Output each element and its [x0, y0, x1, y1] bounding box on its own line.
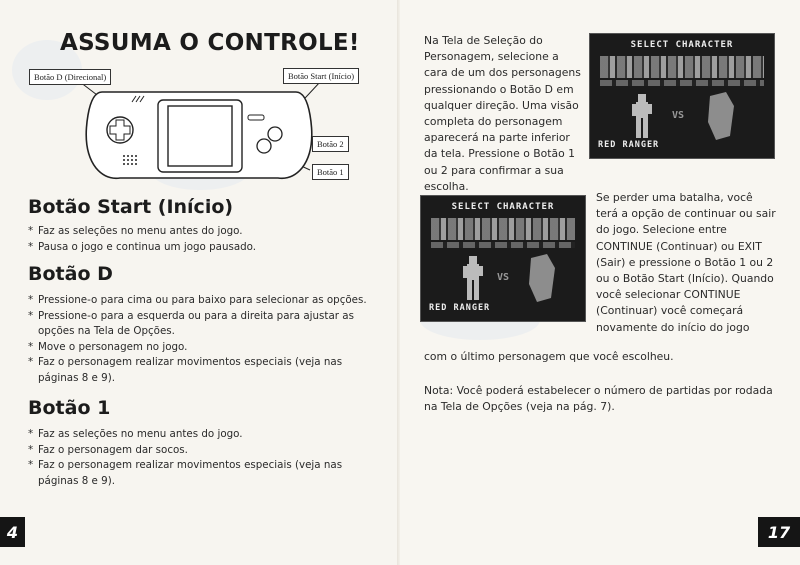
dpad-button-list [28, 293, 368, 386]
screenshot-header: SELECT CHARACTER [630, 40, 734, 50]
list-item: * Faz as seleções no menu antes do jogo. [28, 224, 368, 240]
start-button-list [28, 224, 368, 255]
callout-button-2: Botão 2 [312, 136, 349, 152]
list-item: * Pausa o jogo e continua um jogo pausado. [28, 240, 368, 256]
button-2-icon [268, 127, 282, 141]
character-faces-row [600, 80, 764, 86]
callout-start: Botão Start (Início) [283, 68, 359, 84]
character-faces-row [431, 242, 575, 248]
page-number-left: 4 [0, 517, 25, 547]
note-text: Nota: Você poderá estabelecer o número de partidas por rodada na Tela de Opções (veja na pág. 7). [424, 384, 773, 414]
right-page [400, 0, 800, 565]
page-number-right: 17 [758, 517, 800, 547]
page-title: ASSUMA O CONTROLE! [60, 30, 360, 56]
vs-label: VS [672, 110, 685, 121]
enemy-sprite-icon [700, 92, 740, 142]
vs-label: VS [497, 272, 510, 283]
list-item: * Move o personagem no jogo. [28, 340, 368, 356]
enemy-sprite-icon [521, 254, 561, 304]
list-item: * Faz o personagem realizar movimentos especiais (veja nas páginas 8 e 9). [28, 458, 368, 489]
section-heading-dpad: Botão D [28, 263, 113, 285]
character-faces [431, 218, 575, 240]
character-faces [600, 56, 764, 78]
list-item: * Faz as seleções no menu antes do jogo. [28, 427, 368, 443]
section-heading-start: Botão Start (Início) [28, 196, 234, 218]
screenshot-footer: RED RANGER [598, 140, 660, 150]
screenshot-header: SELECT CHARACTER [451, 202, 555, 212]
character-select-screenshot [589, 33, 775, 159]
section-heading-button-1: Botão 1 [28, 397, 111, 419]
ranger-sprite-icon [457, 254, 487, 304]
callout-button-1: Botão 1 [312, 164, 349, 180]
paragraph-character-select: Na Tela de Seleção do Personagem, selecione a cara de um dos personagens pressionando o Botão D em qualquer direção. Uma visão completa do personagem aparecerá na parte inferior da tela. Pressione o Botão 1 ou 2 para confirmar a sua escolha. [424, 34, 581, 193]
screenshot-footer: RED RANGER [429, 303, 491, 313]
list-item: * Pressione-o para cima ou para baixo para selecionar as opções. [28, 293, 368, 309]
paragraph-continue: Se perder uma batalha, você terá a opção de continuar ou sair do jogo. Selecione entre CONTINUE (Continuar) ou EXIT (Sair) e pressione o Botão 1 ou 2 ou o Botão Start (Início). Quando você selecionar CONTINUE (Continuar) você começará novamente do início do jogo [596, 191, 776, 334]
list-item: * Pressione-o para a esquerda ou para a direita para ajustar as opções na Tela de Opções. [28, 309, 368, 340]
ranger-sprite-icon [626, 92, 656, 142]
button-1-list [28, 427, 368, 489]
list-item: * Faz o personagem realizar movimentos especiais (veja nas páginas 8 e 9). [28, 355, 368, 386]
paragraph-continue-tail: com o último personagem que você escolheu. [424, 350, 674, 363]
callout-dpad: Botão D (Direcional) [29, 69, 111, 85]
list-item: * Faz o personagem dar socos. [28, 443, 368, 459]
button-1-icon [257, 139, 271, 153]
character-select-screenshot-2 [420, 195, 586, 322]
